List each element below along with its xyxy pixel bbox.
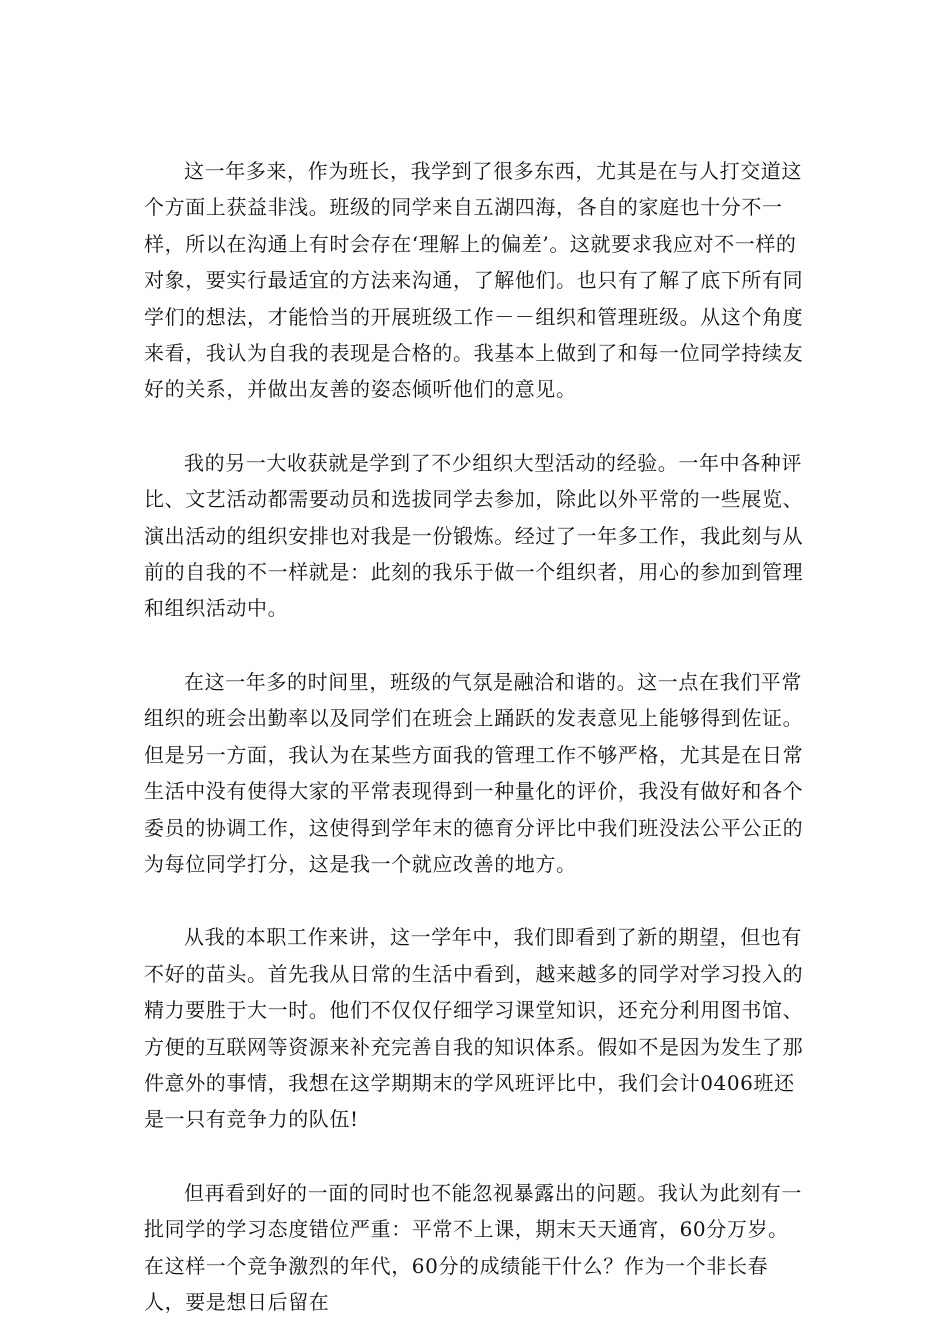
paragraph-4: 从我的本职工作来讲，这一学年中，我们即看到了新的期望，但也有不好的苗头。首先我从日常的生活中看到，越来越多的同学对学习投入的精力要胜于大一时。他们不仅仅仔细学习课堂知识，还充分利用图书馆、方便的互联网等资源来补充完善自我的知识体系。假如不是因为发生了那件意外的事情，我想在这学期期末的学风班评比中，我们会计0406班还是一只有竞争力的队伍! — [144, 925, 804, 1132]
document-body — [144, 153, 806, 1320]
paragraph-3: 在这一年多的时间里，班级的气氛是融洽和谐的。这一点在我们平常组织的班会出勤率以及同学们在班会上踊跃的发表意见上能够得到佐证。但是另一方面，我认为在某些方面我的管理工作不够严格，尤其是在日常生活中没有使得大家的平常表现得到一种量化的评价，我没有做好和各个委员的协调工作，这使得到学年末的德育分评比中我们班没法公平公正的为每位同学打分，这是我一个就应改善的地方。 — [144, 669, 804, 876]
paragraph-5: 但再看到好的一面的同时也不能忽视暴露出的问题。我认为此刻有一批同学的学习态度错位严重：平常不上课，期末天天通宵，60分万岁。在这样一个竞争激烈的年代，60分的成绩能干什么？作为一个非长春人，要是想日后留在 — [144, 1180, 802, 1314]
paragraph-1: 这一年多来，作为班长，我学到了很多东西，尤其是在与人打交道这个方面上获益非浅。班级的同学来自五湖四海，各自的家庭也十分不一样，所以在沟通上有时会存在‘理解上的偏差’。这就要求我应对不一样的对象，要实行最适宜的方法来沟通，了解他们。也只有了解了底下所有同学们的想法，才能恰当的开展班级工作－－组织和管理班级。从这个角度来看，我认为自我的表现是合格的。我基本上做到了和每一位同学持续友好的关系，并做出友善的姿态倾听他们的意见。 — [144, 159, 804, 402]
paragraph-2: 我的另一大收获就是学到了不少组织大型活动的经验。一年中各种评比、文艺活动都需要动员和选拔同学去参加，除此以外平常的一些展览、演出活动的组织安排也对我是一份锻炼。经过了一年多工作，我此刻与从前的自我的不一样就是：此刻的我乐于做一个组织者，用心的参加到管理和组织活动中。 — [144, 450, 804, 621]
